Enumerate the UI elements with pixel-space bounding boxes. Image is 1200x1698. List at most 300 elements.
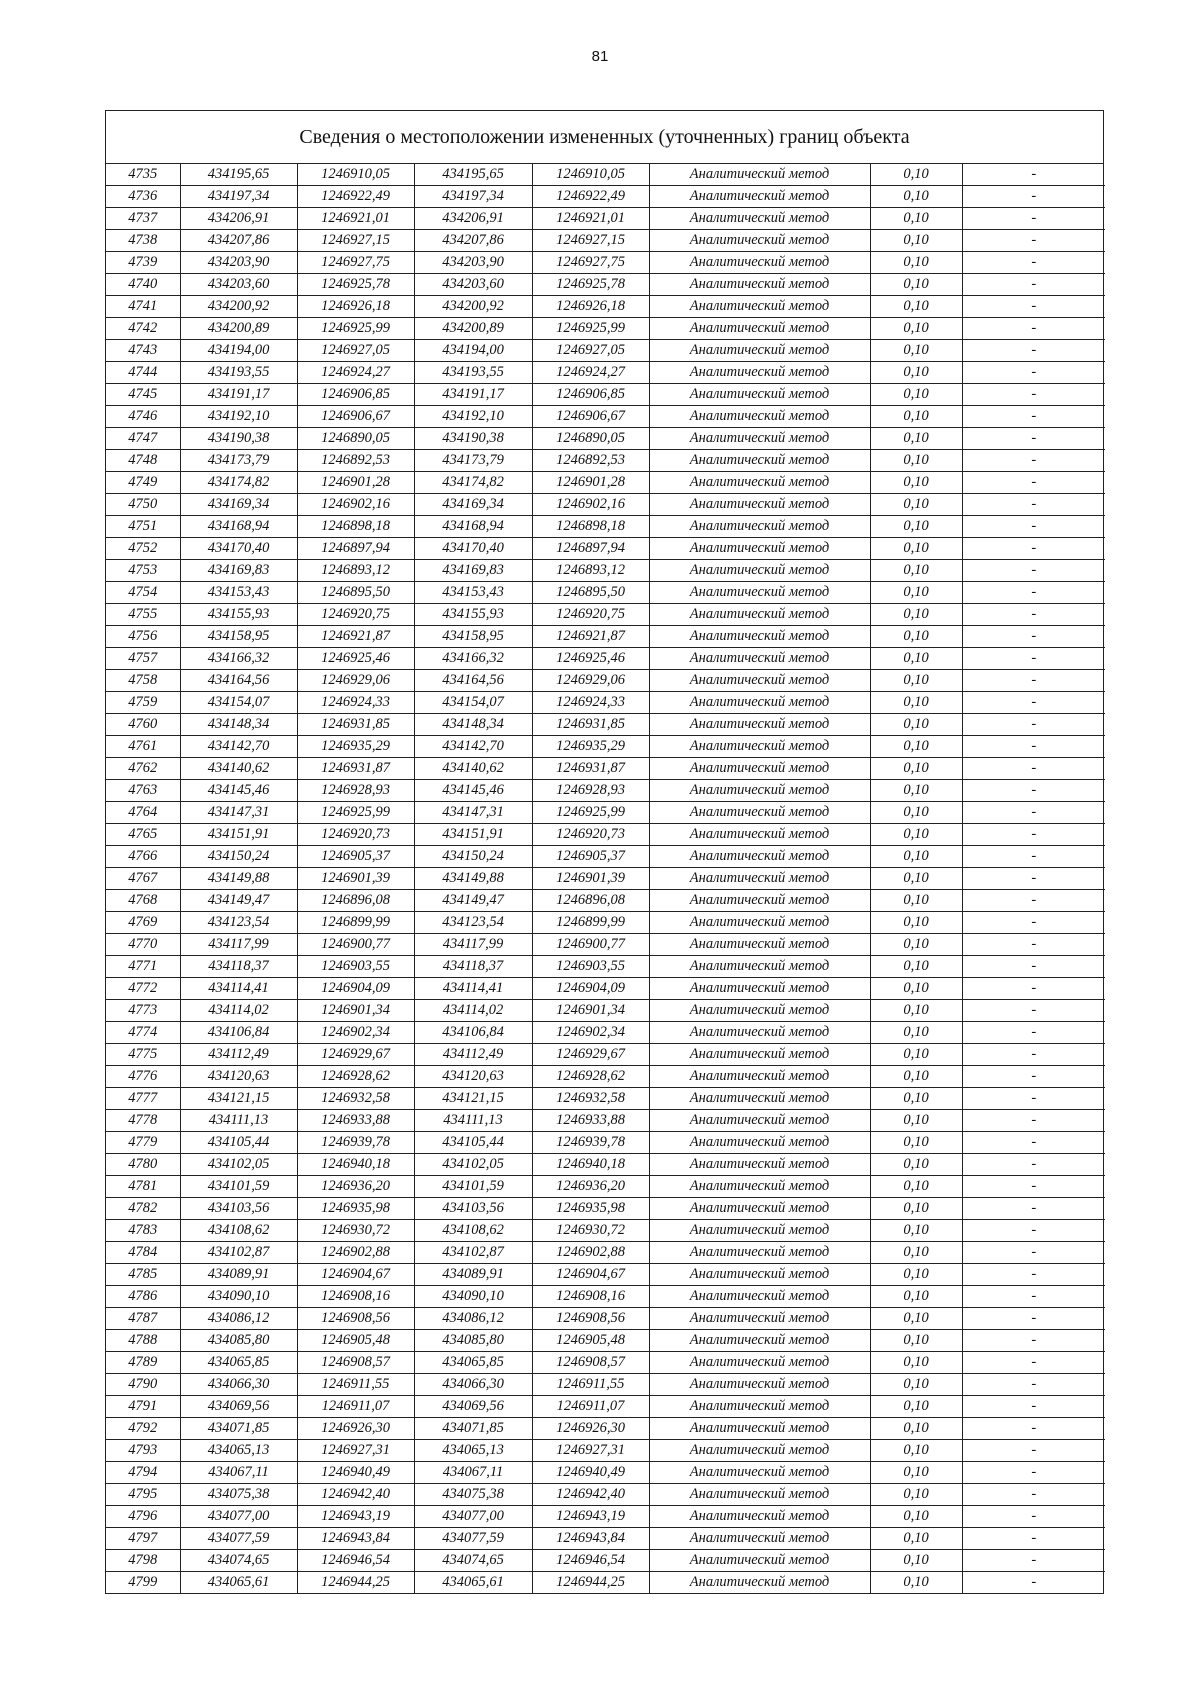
accuracy-cell: 0,10 bbox=[870, 1110, 962, 1132]
table-row bbox=[106, 1352, 1105, 1374]
method-cell: Аналитический метод bbox=[649, 318, 870, 340]
description-cell: - bbox=[1031, 1574, 1037, 1590]
description-cell: - bbox=[962, 758, 1105, 780]
x-existing-cell: 434120,63 bbox=[180, 1066, 297, 1088]
x-existing-cell: 434089,91 bbox=[180, 1264, 297, 1286]
y-existing-cell: 1246942,40 bbox=[297, 1484, 414, 1506]
y-existing-cell: 1246924,33 bbox=[297, 692, 414, 714]
x-existing-cell: 434069,56 bbox=[180, 1396, 297, 1418]
x-new-cell: 434111,13 bbox=[414, 1110, 532, 1132]
y-new-cell: 1246906,67 bbox=[532, 406, 649, 428]
x-existing-cell: 434102,05 bbox=[180, 1154, 297, 1176]
y-new-cell: 1246931,85 bbox=[532, 714, 649, 736]
table-row bbox=[106, 384, 1105, 406]
x-new-cell: 434071,85 bbox=[414, 1418, 532, 1440]
x-existing-cell: 434194,00 bbox=[180, 340, 297, 362]
table-row bbox=[106, 1220, 1105, 1242]
description-cell: - bbox=[962, 1418, 1105, 1440]
accuracy-cell: 0,10 bbox=[870, 362, 962, 384]
method-cell: Аналитический метод bbox=[649, 230, 870, 252]
y-existing-cell: 1246906,67 bbox=[297, 406, 414, 428]
y-new-cell: 1246935,29 bbox=[532, 736, 649, 758]
x-existing-cell: 434112,49 bbox=[180, 1044, 297, 1066]
x-existing-cell: 434168,94 bbox=[180, 516, 297, 538]
x-new-cell: 434067,11 bbox=[414, 1462, 532, 1484]
accuracy-cell: 0,10 bbox=[870, 164, 962, 186]
x-new-cell: 434090,10 bbox=[414, 1286, 532, 1308]
point-number-cell: 4786 bbox=[106, 1286, 180, 1308]
y-existing-cell: 1246901,39 bbox=[297, 868, 414, 890]
table-row bbox=[106, 582, 1105, 604]
accuracy-cell: 0,10 bbox=[870, 384, 962, 406]
description-cell: - bbox=[962, 384, 1105, 406]
x-existing-cell: 434200,92 bbox=[180, 296, 297, 318]
accuracy-cell: 0,10 bbox=[870, 934, 962, 956]
method-cell: Аналитический метод bbox=[649, 1264, 870, 1286]
table-row bbox=[106, 934, 1105, 956]
x-new-cell: 434077,59 bbox=[414, 1528, 532, 1550]
description-cell: - bbox=[962, 1440, 1105, 1462]
table-row bbox=[106, 1308, 1105, 1330]
accuracy-cell: 0,10 bbox=[870, 1418, 962, 1440]
description-cell: - bbox=[962, 450, 1105, 472]
description-cell: - bbox=[962, 1132, 1105, 1154]
x-new-cell: 434148,34 bbox=[414, 714, 532, 736]
point-number-cell: 4761 bbox=[106, 736, 180, 758]
x-new-cell: 434191,17 bbox=[414, 384, 532, 406]
table-row bbox=[106, 868, 1105, 890]
description-cell: - bbox=[962, 736, 1105, 758]
x-new-cell: 434197,34 bbox=[414, 186, 532, 208]
y-new-cell: 1246900,77 bbox=[532, 934, 649, 956]
x-existing-cell: 434192,10 bbox=[180, 406, 297, 428]
table-row bbox=[106, 1418, 1105, 1440]
y-new-cell: 1246925,78 bbox=[532, 274, 649, 296]
y-existing-cell: 1246908,57 bbox=[297, 1352, 414, 1374]
accuracy-cell: 0,10 bbox=[870, 472, 962, 494]
x-new-cell: 434145,46 bbox=[414, 780, 532, 802]
description-cell: - bbox=[962, 1198, 1105, 1220]
x-existing-cell: 434149,47 bbox=[180, 890, 297, 912]
y-new-cell: 1246892,53 bbox=[532, 450, 649, 472]
table-row bbox=[106, 406, 1105, 428]
y-new-cell: 1246925,99 bbox=[532, 318, 649, 340]
description-cell: - bbox=[962, 494, 1105, 516]
point-number-cell: 4796 bbox=[106, 1506, 180, 1528]
y-new-cell: 1246908,57 bbox=[532, 1352, 649, 1374]
method-cell: Аналитический метод bbox=[649, 252, 870, 274]
x-new-cell: 434195,65 bbox=[414, 164, 532, 186]
x-new-cell: 434066,30 bbox=[414, 1374, 532, 1396]
x-existing-cell: 434121,15 bbox=[180, 1088, 297, 1110]
x-new-cell: 434069,56 bbox=[414, 1396, 532, 1418]
point-number-cell: 4777 bbox=[106, 1088, 180, 1110]
description-cell: - bbox=[962, 1550, 1105, 1572]
description-cell: - bbox=[962, 274, 1105, 296]
method-cell: Аналитический метод bbox=[649, 428, 870, 450]
point-number-cell: 4775 bbox=[106, 1044, 180, 1066]
x-existing-cell: 434106,84 bbox=[180, 1022, 297, 1044]
method-cell: Аналитический метод bbox=[649, 692, 870, 714]
description-cell: - bbox=[962, 648, 1105, 670]
table-row bbox=[106, 1110, 1105, 1132]
x-existing-cell: 434086,12 bbox=[180, 1308, 297, 1330]
y-existing-cell: 1246935,98 bbox=[297, 1198, 414, 1220]
method-cell: Аналитический метод bbox=[649, 714, 870, 736]
table-row bbox=[106, 274, 1105, 296]
description-cell: - bbox=[962, 956, 1105, 978]
x-existing-cell: 434123,54 bbox=[180, 912, 297, 934]
x-new-cell: 434085,80 bbox=[414, 1330, 532, 1352]
table-row bbox=[106, 670, 1105, 692]
x-existing-cell: 434101,59 bbox=[180, 1176, 297, 1198]
accuracy-cell: 0,10 bbox=[870, 758, 962, 780]
point-number-cell: 4785 bbox=[106, 1264, 180, 1286]
y-existing-cell: 1246901,28 bbox=[297, 472, 414, 494]
x-new-cell: 434203,90 bbox=[414, 252, 532, 274]
description-cell: - bbox=[962, 692, 1105, 714]
y-existing-cell: 1246890,05 bbox=[297, 428, 414, 450]
y-existing-cell: 1246926,30 bbox=[297, 1418, 414, 1440]
table-row bbox=[106, 1286, 1105, 1308]
method-cell: Аналитический метод bbox=[649, 362, 870, 384]
description-cell: - bbox=[962, 582, 1105, 604]
x-new-cell: 434101,59 bbox=[414, 1176, 532, 1198]
y-new-cell: 1246896,08 bbox=[532, 890, 649, 912]
method-cell: Аналитический метод bbox=[649, 1506, 870, 1528]
y-new-cell: 1246904,67 bbox=[532, 1264, 649, 1286]
y-new-cell: 1246929,67 bbox=[532, 1044, 649, 1066]
point-number-cell: 4774 bbox=[106, 1022, 180, 1044]
accuracy-cell: 0,10 bbox=[870, 1308, 962, 1330]
y-existing-cell: 1246931,85 bbox=[297, 714, 414, 736]
accuracy-cell: 0,10 bbox=[870, 450, 962, 472]
y-existing-cell: 1246924,27 bbox=[297, 362, 414, 384]
x-new-cell: 434075,38 bbox=[414, 1484, 532, 1506]
y-existing-cell: 1246926,18 bbox=[297, 296, 414, 318]
x-existing-cell: 434066,30 bbox=[180, 1374, 297, 1396]
table-row bbox=[106, 450, 1105, 472]
table-row bbox=[106, 1572, 1105, 1594]
y-new-cell: 1246901,39 bbox=[532, 868, 649, 890]
description-cell: - bbox=[962, 1242, 1105, 1264]
y-new-cell: 1246925,99 bbox=[532, 802, 649, 824]
table-row bbox=[106, 846, 1105, 868]
y-existing-cell: 1246933,88 bbox=[297, 1110, 414, 1132]
accuracy-cell: 0,10 bbox=[870, 1088, 962, 1110]
method-cell: Аналитический метод bbox=[649, 1242, 870, 1264]
accuracy-cell: 0,10 bbox=[870, 252, 962, 274]
x-existing-cell: 434065,61 bbox=[180, 1572, 297, 1594]
x-new-cell: 434142,70 bbox=[414, 736, 532, 758]
table-row bbox=[106, 1330, 1105, 1352]
description-cell: - bbox=[962, 1000, 1105, 1022]
table-row bbox=[106, 1154, 1105, 1176]
y-existing-cell: 1246905,37 bbox=[297, 846, 414, 868]
y-new-cell: 1246926,18 bbox=[532, 296, 649, 318]
description-cell: - bbox=[962, 1154, 1105, 1176]
description-cell: - bbox=[962, 1528, 1105, 1550]
method-cell: Аналитический метод bbox=[649, 890, 870, 912]
y-existing-cell: 1246925,99 bbox=[297, 318, 414, 340]
x-new-cell: 434102,87 bbox=[414, 1242, 532, 1264]
method-cell: Аналитический метод bbox=[649, 1066, 870, 1088]
y-existing-cell: 1246939,78 bbox=[297, 1132, 414, 1154]
table-row bbox=[106, 604, 1105, 626]
method-cell: Аналитический метод bbox=[649, 274, 870, 296]
accuracy-cell: 0,10 bbox=[870, 890, 962, 912]
x-new-cell: 434192,10 bbox=[414, 406, 532, 428]
y-new-cell: 1246921,01 bbox=[532, 208, 649, 230]
table-title: Сведения о местоположении измененных (уточненных) границ объекта bbox=[106, 111, 1103, 164]
y-existing-cell: 1246904,67 bbox=[297, 1264, 414, 1286]
description-cell: - bbox=[962, 538, 1105, 560]
point-number-cell: 4778 bbox=[106, 1110, 180, 1132]
description-cell: - bbox=[962, 1330, 1105, 1352]
x-existing-cell: 434195,65 bbox=[180, 164, 297, 186]
x-new-cell: 434173,79 bbox=[414, 450, 532, 472]
table-row bbox=[106, 252, 1105, 274]
accuracy-cell: 0,10 bbox=[870, 1462, 962, 1484]
x-new-cell: 434170,40 bbox=[414, 538, 532, 560]
x-new-cell: 434151,91 bbox=[414, 824, 532, 846]
y-existing-cell: 1246911,07 bbox=[297, 1396, 414, 1418]
table-row bbox=[106, 208, 1105, 230]
x-new-cell: 434149,88 bbox=[414, 868, 532, 890]
point-number-cell: 4789 bbox=[106, 1352, 180, 1374]
accuracy-cell: 0,10 bbox=[870, 912, 962, 934]
point-number-cell: 4746 bbox=[106, 406, 180, 428]
table-row bbox=[106, 516, 1105, 538]
y-existing-cell: 1246921,01 bbox=[297, 208, 414, 230]
point-number-cell: 4766 bbox=[106, 846, 180, 868]
description-cell: - bbox=[962, 1022, 1105, 1044]
x-existing-cell: 434071,85 bbox=[180, 1418, 297, 1440]
description-cell: - bbox=[962, 318, 1105, 340]
y-existing-cell: 1246902,88 bbox=[297, 1242, 414, 1264]
x-existing-cell: 434170,40 bbox=[180, 538, 297, 560]
x-existing-cell: 434158,95 bbox=[180, 626, 297, 648]
accuracy-cell: 0,10 bbox=[870, 604, 962, 626]
accuracy-cell: 0,10 bbox=[870, 1242, 962, 1264]
x-new-cell: 434112,49 bbox=[414, 1044, 532, 1066]
method-cell: Аналитический метод bbox=[649, 912, 870, 934]
table-row bbox=[106, 956, 1105, 978]
y-existing-cell: 1246925,46 bbox=[297, 648, 414, 670]
table-row bbox=[106, 1374, 1105, 1396]
description-cell: - bbox=[962, 428, 1105, 450]
y-new-cell: 1246910,05 bbox=[532, 164, 649, 186]
accuracy-cell: 0,10 bbox=[870, 1396, 962, 1418]
table-row bbox=[106, 626, 1105, 648]
table-row bbox=[106, 1176, 1105, 1198]
accuracy-cell: 0,10 bbox=[870, 1528, 962, 1550]
accuracy-cell: 0,10 bbox=[870, 1330, 962, 1352]
method-cell: Аналитический метод bbox=[649, 1154, 870, 1176]
x-new-cell: 434164,56 bbox=[414, 670, 532, 692]
method-cell: Аналитический метод bbox=[649, 868, 870, 890]
accuracy-cell: 0,10 bbox=[870, 274, 962, 296]
accuracy-cell: 0,10 bbox=[870, 1066, 962, 1088]
x-existing-cell: 434169,83 bbox=[180, 560, 297, 582]
page-number: 81 bbox=[591, 48, 609, 65]
x-new-cell: 434200,89 bbox=[414, 318, 532, 340]
accuracy-cell: 0,10 bbox=[870, 1132, 962, 1154]
method-cell: Аналитический метод bbox=[649, 1484, 870, 1506]
y-new-cell: 1246901,34 bbox=[532, 1000, 649, 1022]
description-cell: - bbox=[962, 1220, 1105, 1242]
table-row bbox=[106, 1506, 1105, 1528]
y-new-cell: 1246902,34 bbox=[532, 1022, 649, 1044]
method-cell: Аналитический метод bbox=[649, 1110, 870, 1132]
point-number-cell: 4755 bbox=[106, 604, 180, 626]
point-number-cell: 4764 bbox=[106, 802, 180, 824]
accuracy-cell: 0,10 bbox=[870, 736, 962, 758]
method-cell: Аналитический метод bbox=[649, 1440, 870, 1462]
x-existing-cell: 434191,17 bbox=[180, 384, 297, 406]
y-existing-cell: 1246892,53 bbox=[297, 450, 414, 472]
x-new-cell: 434074,65 bbox=[414, 1550, 532, 1572]
description-cell: - bbox=[962, 846, 1105, 868]
y-existing-cell: 1246929,06 bbox=[297, 670, 414, 692]
y-existing-cell: 1246943,84 bbox=[297, 1528, 414, 1550]
point-number-cell: 4751 bbox=[106, 516, 180, 538]
y-existing-cell: 1246927,75 bbox=[297, 252, 414, 274]
x-new-cell: 434158,95 bbox=[414, 626, 532, 648]
method-cell: Аналитический метод bbox=[649, 1198, 870, 1220]
x-existing-cell: 434151,91 bbox=[180, 824, 297, 846]
point-number-cell: 4771 bbox=[106, 956, 180, 978]
description-cell: - bbox=[962, 472, 1105, 494]
method-cell: Аналитический метод bbox=[649, 516, 870, 538]
y-new-cell: 1246943,19 bbox=[532, 1506, 649, 1528]
y-existing-cell: 1246895,50 bbox=[297, 582, 414, 604]
accuracy-cell: 0,10 bbox=[870, 340, 962, 362]
method-cell: Аналитический метод bbox=[649, 406, 870, 428]
x-new-cell: 434105,44 bbox=[414, 1132, 532, 1154]
point-number-cell: 4762 bbox=[106, 758, 180, 780]
y-existing-cell: 1246944,25 bbox=[297, 1572, 414, 1594]
accuracy-cell: 0,10 bbox=[870, 780, 962, 802]
point-number-cell: 4745 bbox=[106, 384, 180, 406]
point-number-cell: 4753 bbox=[106, 560, 180, 582]
accuracy-cell: 0,10 bbox=[870, 956, 962, 978]
point-number-cell: 4738 bbox=[106, 230, 180, 252]
x-existing-cell: 434206,91 bbox=[180, 208, 297, 230]
x-existing-cell: 434067,11 bbox=[180, 1462, 297, 1484]
description-cell: - bbox=[962, 1308, 1105, 1330]
description-cell: - bbox=[962, 868, 1105, 890]
point-number-cell: 4784 bbox=[106, 1242, 180, 1264]
y-existing-cell: 1246910,05 bbox=[297, 164, 414, 186]
point-number-cell: 4763 bbox=[106, 780, 180, 802]
y-existing-cell: 1246931,87 bbox=[297, 758, 414, 780]
accuracy-cell: 0,10 bbox=[870, 1022, 962, 1044]
method-cell: Аналитический метод bbox=[649, 846, 870, 868]
x-existing-cell: 434077,00 bbox=[180, 1506, 297, 1528]
point-number-cell: 4748 bbox=[106, 450, 180, 472]
description-cell: - bbox=[962, 1506, 1105, 1528]
y-existing-cell: 1246901,34 bbox=[297, 1000, 414, 1022]
x-existing-cell: 434190,38 bbox=[180, 428, 297, 450]
y-new-cell: 1246890,05 bbox=[532, 428, 649, 450]
x-existing-cell: 434153,43 bbox=[180, 582, 297, 604]
accuracy-cell: 0,10 bbox=[870, 1550, 962, 1572]
accuracy-cell: 0,10 bbox=[870, 230, 962, 252]
accuracy-cell: 0,10 bbox=[870, 318, 962, 340]
point-number-cell: 4744 bbox=[106, 362, 180, 384]
x-new-cell: 434118,37 bbox=[414, 956, 532, 978]
table-row bbox=[106, 1484, 1105, 1506]
point-number-cell: 4793 bbox=[106, 1440, 180, 1462]
description-cell: - bbox=[962, 1088, 1105, 1110]
y-existing-cell: 1246946,54 bbox=[297, 1550, 414, 1572]
accuracy-cell: 0,10 bbox=[870, 1286, 962, 1308]
table-row bbox=[106, 560, 1105, 582]
y-new-cell: 1246927,75 bbox=[532, 252, 649, 274]
y-existing-cell: 1246920,75 bbox=[297, 604, 414, 626]
description-cell: - bbox=[962, 296, 1105, 318]
accuracy-cell: 0,10 bbox=[870, 1154, 962, 1176]
point-number-cell: 4750 bbox=[106, 494, 180, 516]
x-existing-cell: 434203,90 bbox=[180, 252, 297, 274]
method-cell: Аналитический метод bbox=[649, 1550, 870, 1572]
accuracy-cell: 0,10 bbox=[870, 1352, 962, 1374]
table-row bbox=[106, 494, 1105, 516]
x-existing-cell: 434140,62 bbox=[180, 758, 297, 780]
method-cell: Аналитический метод bbox=[649, 780, 870, 802]
x-new-cell: 434206,91 bbox=[414, 208, 532, 230]
description-cell: - bbox=[962, 626, 1105, 648]
table-body bbox=[106, 164, 1105, 1593]
y-new-cell: 1246908,56 bbox=[532, 1308, 649, 1330]
y-new-cell: 1246939,78 bbox=[532, 1132, 649, 1154]
description-cell: - bbox=[962, 1286, 1105, 1308]
accuracy-cell: 0,10 bbox=[870, 670, 962, 692]
accuracy-cell: 0,10 bbox=[870, 846, 962, 868]
point-number-cell: 4773 bbox=[106, 1000, 180, 1022]
y-new-cell: 1246897,94 bbox=[532, 538, 649, 560]
x-new-cell: 434200,92 bbox=[414, 296, 532, 318]
x-existing-cell: 434108,62 bbox=[180, 1220, 297, 1242]
table-row bbox=[106, 1022, 1105, 1044]
point-number-cell: 4757 bbox=[106, 648, 180, 670]
method-cell: Аналитический метод bbox=[649, 384, 870, 406]
x-existing-cell: 434166,32 bbox=[180, 648, 297, 670]
y-new-cell: 1246927,15 bbox=[532, 230, 649, 252]
description-cell: - bbox=[962, 714, 1105, 736]
accuracy-cell: 0,10 bbox=[870, 714, 962, 736]
table-row bbox=[106, 890, 1105, 912]
table-row bbox=[106, 802, 1105, 824]
accuracy-cell: 0,10 bbox=[870, 802, 962, 824]
x-existing-cell: 434148,34 bbox=[180, 714, 297, 736]
description-cell: - bbox=[962, 516, 1105, 538]
y-new-cell: 1246921,87 bbox=[532, 626, 649, 648]
y-existing-cell: 1246899,99 bbox=[297, 912, 414, 934]
y-new-cell: 1246920,75 bbox=[532, 604, 649, 626]
point-number-cell: 4735 bbox=[106, 164, 180, 186]
accuracy-cell: 0,10 bbox=[870, 626, 962, 648]
x-new-cell: 434108,62 bbox=[414, 1220, 532, 1242]
x-new-cell: 434086,12 bbox=[414, 1308, 532, 1330]
point-number-cell: 4767 bbox=[106, 868, 180, 890]
method-cell: Аналитический метод bbox=[649, 472, 870, 494]
y-existing-cell: 1246908,16 bbox=[297, 1286, 414, 1308]
y-new-cell: 1246946,54 bbox=[532, 1550, 649, 1572]
y-existing-cell: 1246900,77 bbox=[297, 934, 414, 956]
table-row bbox=[106, 164, 1105, 186]
